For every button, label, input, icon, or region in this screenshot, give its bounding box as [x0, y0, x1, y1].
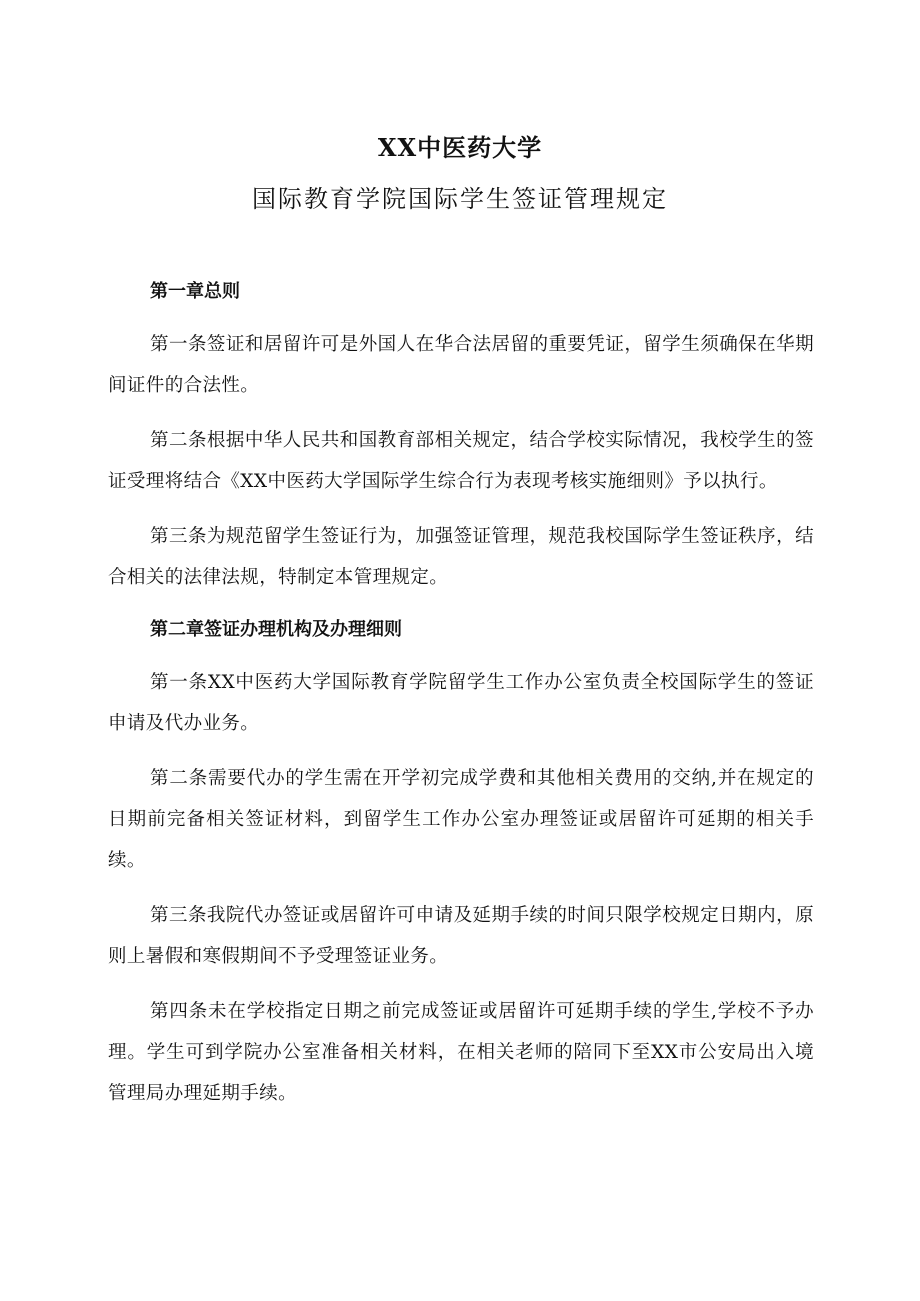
chapter2-article-1: 第一条XX中医药大学国际教育学院留学生工作办公室负责全校国际学生的签证申请及代办业务。	[108, 672, 814, 734]
chapter1-article-1: 第一条签证和居留许可是外国人在华合法居留的重要凭证，留学生须确保在华期间证件的合法性。	[108, 334, 814, 396]
chapter1-article-2: 第二条根据中华人民共和国教育部相关规定，结合学校实际情况，我校学生的签证受理将结合《XX中医药大学国际学生综合行为表现考核实施细则》予以执行。	[108, 430, 814, 492]
document-title: XX中医药大学	[377, 133, 543, 162]
chapter2-article-4: 第四条未在学校指定日期之前完成签证或居留许可延期手续的学生,学校不予办理。学生可到学院办公室准备相关材料，在相关老师的陪同下至XX市公安局出入境管理局办理延期手续。	[108, 1001, 814, 1104]
chapter1-article-3: 第三条为规范留学生签证行为，加强签证管理，规范我校国际学生签证秩序，结合相关的法律法规，特制定本管理规定。	[108, 526, 814, 588]
chapter-heading-2: 第二章签证办理机构及办理细则	[150, 619, 402, 640]
chapter2-article-2: 第二条需要代办的学生需在开学初完成学费和其他相关费用的交纳,并在规定的日期前完备相关签证材料，到留学生工作办公室办理签证或居留许可延期的相关手续。	[108, 768, 814, 871]
document-body	[108, 274, 814, 1128]
chapter-heading-1: 第一章总则	[150, 281, 240, 302]
document-subtitle: 国际教育学院国际学生签证管理规定	[252, 185, 668, 213]
chapter2-article-3: 第三条我院代办签证或居留许可申请及延期手续的时间只限学校规定日期内，原则上暑假和寒假期间不予受理签证业务。	[108, 905, 814, 967]
